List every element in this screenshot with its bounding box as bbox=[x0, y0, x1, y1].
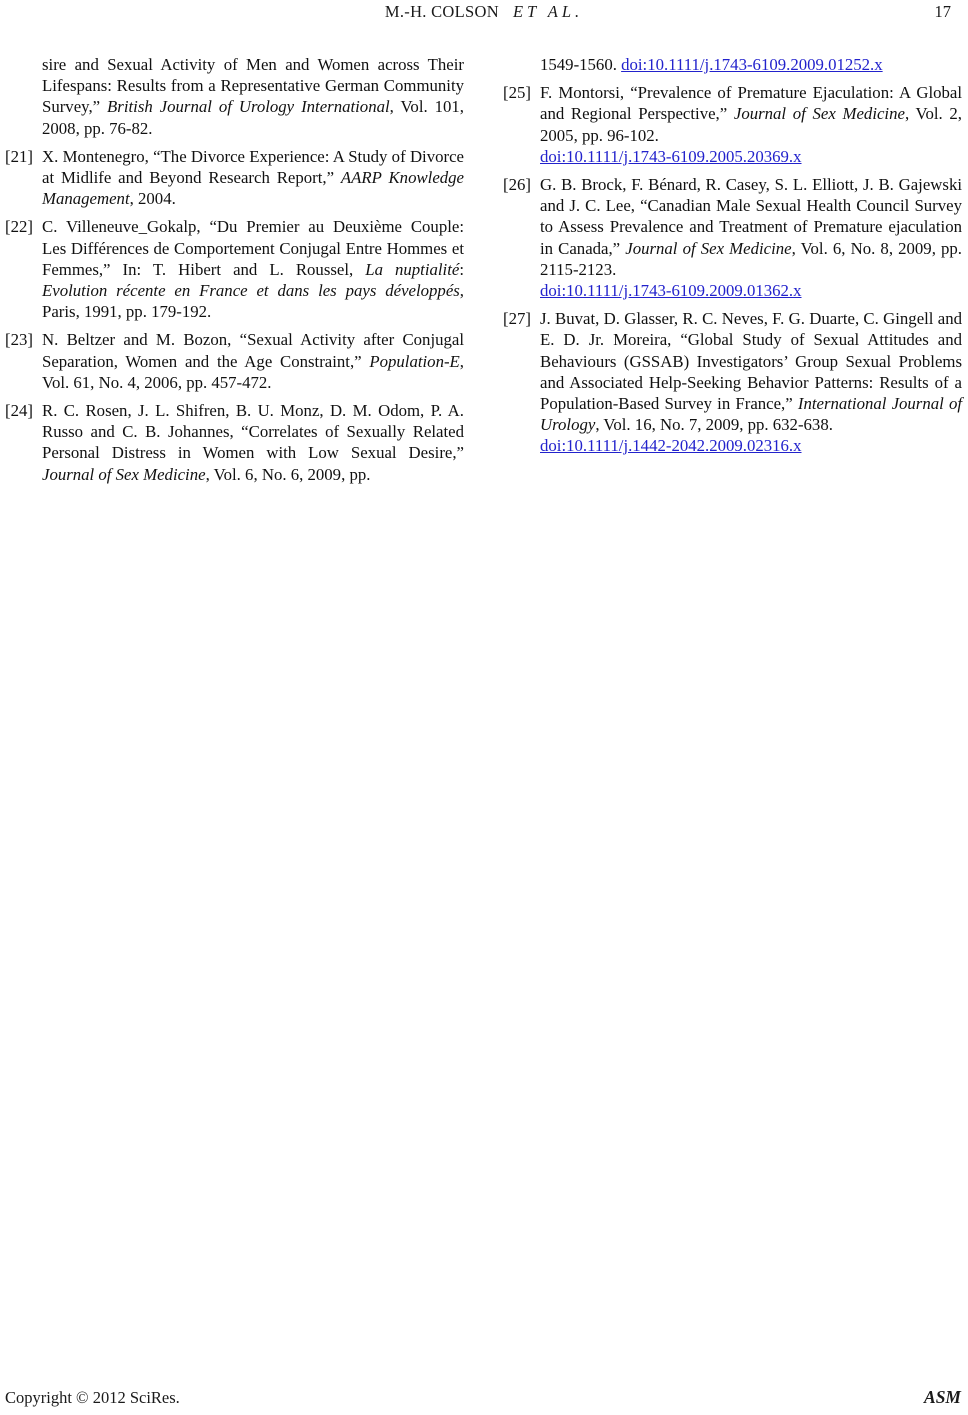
reference-entry bbox=[5, 216, 464, 322]
reference-number: [25] bbox=[503, 83, 531, 103]
reference-entry bbox=[503, 308, 962, 456]
reference-text: 1549-1560. bbox=[540, 55, 622, 74]
reference-number: [22] bbox=[5, 217, 33, 237]
reference-entry bbox=[5, 146, 464, 210]
reference-entry bbox=[503, 82, 962, 167]
reference-text: R. C. Rosen, J. L. Shifren, B. U. Monz, D. M. Odom, P. A. Russo and C. B. Johannes, “Correlates of Sexually Related Personal Distress in Women with Low Sexual Desire,” bbox=[42, 401, 464, 463]
reference-text: , Vol. 101, 2008, pp. 76-82. bbox=[42, 97, 464, 138]
reference-text: C. Villeneuve_Gokalp, “Du Premier au Deuxième Couple: Les Différences de Comportement Conjugal Entre Hommes et Femmes,” In: T. Hibert and L. Roussel, bbox=[42, 217, 464, 279]
reference-text: G. B. Brock, F. Bénard, R. Casey, S. L. Elliott, J. B. Gajewski and J. C. Lee, “Canadian Male Sexual Health Council Survey to Assess Prevalence and Treatment of Premature ejaculation in Canada,” bbox=[540, 175, 962, 258]
reference-text: , Vol. 61, No. 4, 2006, pp. 457-472. bbox=[42, 351, 464, 392]
footer-copyright: Copyright © 2012 SciRes. bbox=[5, 1388, 180, 1407]
reference-text: , Vol. 6, No. 6, 2009, pp. bbox=[205, 464, 371, 484]
reference-number: [26] bbox=[503, 175, 531, 195]
doi-link[interactable]: doi:10.1111/j.1743-6109.2009.01252.x bbox=[621, 55, 883, 74]
reference-journal-italic: British Journal of Urology International bbox=[107, 97, 390, 117]
reference-text: sire and Sexual Activity of Men and Women across Their Lifespans: Results from a Representative German Community Survey,” bbox=[42, 55, 464, 117]
page-number: 17 bbox=[934, 2, 951, 21]
reference-text: : bbox=[459, 259, 464, 279]
references-column-right bbox=[503, 54, 962, 464]
running-head-et-al: ET AL. bbox=[512, 2, 584, 21]
reference-entry bbox=[503, 174, 962, 301]
reference-journal-italic: Population-E bbox=[369, 351, 460, 371]
reference-journal-italic: Journal of Sex Medicine bbox=[42, 464, 206, 484]
reference-number: [21] bbox=[5, 146, 33, 166]
reference-text: F. Montorsi, “Prevalence of Premature Ejaculation: A Global and Regional Perspective,” bbox=[540, 83, 962, 124]
reference-text: X. Montenegro, “The Divorce Experience: A Study of Divorce at Midlife and Beyond Research Report,” bbox=[42, 146, 464, 188]
reference-entry bbox=[5, 329, 464, 393]
reference-text: , Paris, 1991, pp. 179-192. bbox=[42, 281, 464, 322]
reference-text: , Vol. 16, No. 7, 2009, pp. 632-638. bbox=[595, 415, 833, 435]
doi-link[interactable]: doi:10.1111/j.1442-2042.2009.02316.x bbox=[540, 436, 802, 456]
reference-text: J. Buvat, D. Glasser, R. C. Neves, F. G. Duarte, C. Gingell and E. D. Jr. Moreira, “Global Study of Sexual Attitudes and Behaviours (GSSAB) Investigators’ Group Sexual Problems and Associated Help-Seeking Behavior Patterns: Results of a Population-Based Survey in France,” bbox=[540, 309, 962, 414]
footer-journal-abbrev: ASM bbox=[924, 1387, 961, 1407]
reference-entry bbox=[5, 400, 464, 485]
reference-journal-italic: International Journal of Urology bbox=[540, 394, 962, 435]
reference-number: [27] bbox=[503, 309, 531, 329]
reference-text: N. Beltzer and M. Bozon, “Sexual Activity after Conjugal Separation, Women and the Age Constraint,” bbox=[42, 330, 464, 371]
reference-text: , 2004. bbox=[129, 189, 176, 209]
reference-text: , Vol. 6, No. 8, 2009, pp. 2115-2123. bbox=[540, 238, 962, 279]
reference-entry bbox=[503, 54, 962, 75]
references-column-left bbox=[5, 54, 464, 492]
reference-number: [24] bbox=[5, 401, 33, 421]
running-head-authors: M.-H. COLSON bbox=[384, 2, 499, 21]
running-head bbox=[0, 2, 968, 22]
reference-journal-italic: Journal of Sex Medicine bbox=[625, 238, 792, 258]
doi-link[interactable]: doi:10.1111/j.1743-6109.2005.20369.x bbox=[540, 146, 802, 166]
reference-journal-italic: Journal of Sex Medicine bbox=[733, 104, 905, 124]
doi-link[interactable]: doi:10.1111/j.1743-6109.2009.01362.x bbox=[540, 281, 802, 301]
reference-text: , Vol. 2, 2005, pp. 96-102. bbox=[540, 104, 962, 145]
reference-entry bbox=[5, 54, 464, 139]
reference-journal-italic: La nuptialité bbox=[365, 259, 460, 279]
reference-number: [23] bbox=[5, 330, 33, 350]
reference-journal-italic: AARP Knowledge Management bbox=[42, 168, 464, 209]
reference-journal-italic: Evolution récente en France et dans les pays développés bbox=[42, 281, 460, 301]
